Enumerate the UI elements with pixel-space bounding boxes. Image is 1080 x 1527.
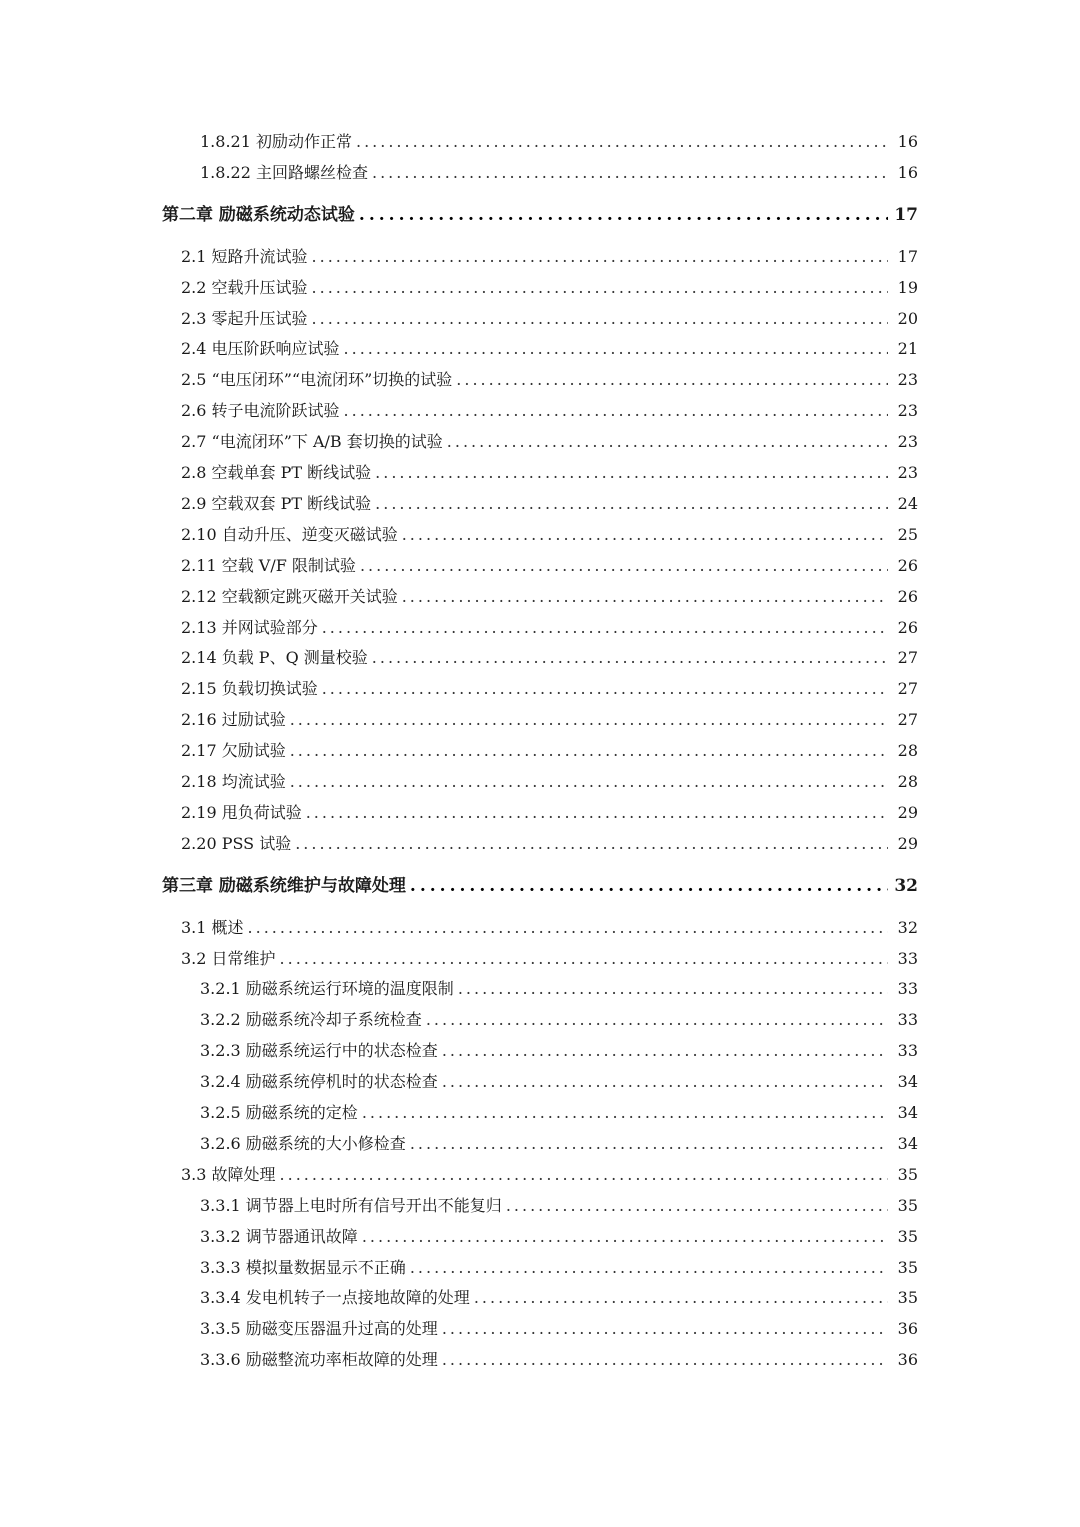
toc-page-number: 17	[897, 246, 918, 266]
toc-entry-label: 第二章 励磁系统动态试验	[162, 204, 355, 225]
toc-entry[interactable]	[181, 706, 918, 734]
toc-entry-label: 1.8.22 主回路螺丝检查	[200, 162, 368, 182]
toc-entry[interactable]	[200, 1037, 918, 1065]
toc-entry[interactable]	[181, 945, 918, 973]
toc-page-number: 33	[897, 1041, 918, 1061]
toc-leader-dots	[322, 675, 888, 703]
toc-entry-label: 3.3 故障处理	[181, 1164, 276, 1184]
toc-page-number: 26	[897, 586, 918, 606]
toc-page-number: 24	[897, 493, 918, 513]
toc-leader-dots	[442, 1346, 888, 1374]
toc-entry[interactable]	[181, 614, 918, 642]
toc-page-number: 36	[897, 1350, 918, 1370]
toc-page-number: 34	[897, 1133, 918, 1153]
toc-entry-label: 2.11 空载 V/F 限制试验	[181, 555, 356, 575]
toc-entry-label: 2.7 “电流闭环”下 A/B 套切换的试验	[181, 432, 443, 452]
toc-entry[interactable]	[181, 830, 918, 858]
toc-entry[interactable]	[200, 1130, 918, 1158]
toc-leader-dots	[344, 335, 888, 363]
toc-entry-label: 2.1 短路升流试验	[181, 246, 308, 266]
toc-leader-dots	[456, 366, 888, 394]
toc-entry[interactable]	[200, 975, 918, 1003]
toc-page-number: 21	[897, 339, 918, 359]
toc-entry-label: 3.3.1 调节器上电时所有信号开出不能复归	[200, 1195, 502, 1215]
toc-entry[interactable]	[200, 1068, 918, 1096]
toc-page-number: 16	[897, 132, 918, 151]
toc-entry[interactable]	[181, 305, 918, 333]
toc-leader-dots	[362, 1099, 888, 1127]
toc-leader-dots	[290, 737, 888, 765]
toc-leader-dots	[290, 768, 888, 796]
toc-leader-dots	[442, 1315, 888, 1343]
toc-leader-dots	[402, 521, 888, 549]
toc-leader-dots	[442, 1037, 888, 1065]
toc-entry-label: 2.13 并网试验部分	[181, 617, 318, 637]
toc-page-number: 33	[897, 979, 918, 999]
toc-entry-label: 2.6 转子电流阶跃试验	[181, 401, 340, 421]
toc-page-number: 36	[897, 1319, 918, 1339]
toc-entry[interactable]	[181, 490, 918, 518]
toc-leader-dots	[442, 1068, 888, 1096]
toc-leader-dots	[322, 614, 888, 642]
toc-page-number: 29	[897, 833, 918, 853]
toc-entry-label: 3.3.4 发电机转子一点接地故障的处理	[200, 1288, 470, 1308]
toc-leader-dots	[372, 644, 888, 672]
toc-entry[interactable]	[200, 1254, 918, 1282]
toc-page-number: 32	[897, 917, 918, 937]
toc-entry-label: 2.15 负载切换试验	[181, 679, 318, 699]
toc-entry[interactable]	[200, 1006, 918, 1034]
toc-entry-label: 3.3.6 励磁整流功率柜故障的处理	[200, 1350, 438, 1370]
toc-leader-dots	[280, 945, 888, 973]
toc-leader-dots	[248, 914, 888, 942]
toc-entry-label: 2.5 “电压闭环”“电流闭环”切换的试验	[181, 370, 453, 390]
toc-entry[interactable]	[181, 583, 918, 611]
toc-page-number: 23	[897, 432, 918, 452]
toc-page-number: 35	[897, 1226, 918, 1246]
toc-leader-dots	[402, 583, 888, 611]
toc-entry[interactable]	[181, 521, 918, 549]
toc-entry-label: 3.2.3 励磁系统运行中的状态检查	[200, 1041, 438, 1061]
toc-page-number: 26	[897, 555, 918, 575]
toc-page-number: 28	[897, 741, 918, 761]
toc-leader-dots	[280, 1161, 888, 1189]
toc-page-number: 35	[897, 1195, 918, 1215]
toc-entry-label: 3.2.5 励磁系统的定检	[200, 1103, 358, 1122]
toc-leader-dots	[359, 201, 888, 229]
toc-entry-label: 3.3.2 调节器通讯故障	[200, 1226, 358, 1246]
toc-entry[interactable]	[181, 675, 918, 703]
toc-entry-label: 2.3 零起升压试验	[181, 308, 308, 328]
toc-entry[interactable]	[181, 1161, 918, 1189]
toc-entry[interactable]	[200, 128, 918, 156]
toc-entry[interactable]	[200, 1192, 918, 1220]
toc-page-number: 33	[897, 1010, 918, 1030]
toc-entry[interactable]	[181, 459, 918, 487]
toc-leader-dots	[362, 1223, 888, 1251]
toc-entry-label: 第三章 励磁系统维护与故障处理	[162, 875, 406, 896]
toc-entry-label: 2.20 PSS 试验	[181, 833, 292, 853]
toc-entry-label: 3.1 概述	[181, 917, 244, 937]
toc-chapter-entry[interactable]	[162, 872, 918, 900]
toc-leader-dots	[312, 305, 888, 333]
toc-entry-label: 2.8 空载单套 PT 断线试验	[181, 463, 372, 482]
toc-page-number: 35	[897, 1288, 918, 1308]
toc-page-number: 17	[894, 204, 918, 225]
toc-page-number: 27	[897, 648, 918, 668]
toc-entry-label: 2.14 负载 P、Q 测量校验	[181, 648, 368, 668]
toc-entry-label: 2.18 均流试验	[181, 772, 286, 791]
toc-leader-dots	[312, 274, 888, 302]
toc-page-number: 26	[897, 617, 918, 637]
toc-entry[interactable]	[181, 243, 918, 271]
toc-entry-label: 3.2.6 励磁系统的大小修检查	[200, 1133, 406, 1153]
toc-leader-dots	[447, 428, 888, 456]
toc-entry-label: 3.2.1 励磁系统运行环境的温度限制	[200, 979, 454, 999]
toc-leader-dots	[458, 975, 888, 1003]
toc-entry[interactable]	[200, 1346, 918, 1374]
toc-leader-dots	[375, 459, 888, 487]
toc-entry[interactable]	[181, 799, 918, 827]
toc-entry[interactable]	[200, 159, 918, 187]
toc-entry[interactable]	[181, 397, 918, 425]
toc-entry[interactable]	[181, 644, 918, 672]
toc-leader-dots	[410, 1130, 888, 1158]
toc-page-number: 25	[897, 524, 918, 544]
toc-leader-dots	[344, 397, 888, 425]
toc-entry-label: 2.16 过励试验	[181, 710, 286, 730]
toc-entry-label: 2.2 空载升压试验	[181, 277, 308, 297]
toc-entry-label: 3.2 日常维护	[181, 948, 276, 968]
toc-entry-label: 2.17 欠励试验	[181, 741, 286, 761]
toc-page-number: 16	[897, 162, 918, 182]
toc-page-number: 35	[897, 1257, 918, 1277]
toc-page-number: 20	[897, 308, 918, 328]
toc-leader-dots	[295, 830, 888, 858]
toc-leader-dots	[356, 128, 888, 156]
toc-leader-dots	[474, 1284, 888, 1312]
toc-entry[interactable]	[181, 366, 918, 394]
toc-page-number: 29	[897, 802, 918, 822]
toc-entry-label: 1.8.21 初励动作正常	[200, 132, 352, 151]
toc-entry-label: 2.10 自动升压、逆变灭磁试验	[181, 524, 398, 544]
toc-page-number: 27	[897, 679, 918, 699]
toc-leader-dots	[426, 1006, 888, 1034]
toc-page-number: 19	[897, 277, 918, 297]
toc-entry[interactable]	[181, 274, 918, 302]
toc-page-number: 35	[897, 1164, 918, 1184]
toc-entry[interactable]	[200, 1284, 918, 1312]
toc-entry-label: 3.2.2 励磁系统冷却子系统检查	[200, 1010, 422, 1030]
toc-entry-label: 3.3.5 励磁变压器温升过高的处理	[200, 1319, 438, 1339]
toc-entry[interactable]	[200, 1099, 918, 1127]
toc-entry[interactable]	[181, 737, 918, 765]
toc-leader-dots	[410, 872, 888, 900]
toc-page-number: 34	[897, 1072, 918, 1092]
toc-leader-dots	[290, 706, 888, 734]
toc-entry-label: 3.2.4 励磁系统停机时的状态检查	[200, 1072, 438, 1092]
toc-entry[interactable]	[200, 1315, 918, 1343]
toc-leader-dots	[306, 799, 888, 827]
toc-page-number: 28	[897, 772, 918, 791]
toc-page-number: 27	[897, 710, 918, 730]
toc-page-number: 34	[897, 1103, 918, 1122]
toc-entry-label: 2.12 空载额定跳灭磁开关试验	[181, 586, 398, 606]
toc-page-number: 23	[897, 370, 918, 390]
toc-leader-dots	[506, 1192, 888, 1220]
toc-page-number: 33	[897, 948, 918, 968]
toc-leader-dots	[375, 490, 888, 518]
toc-entry[interactable]	[181, 768, 918, 796]
toc-page-number: 32	[894, 875, 918, 896]
toc-leader-dots	[372, 159, 888, 187]
toc-entry-label: 2.19 甩负荷试验	[181, 802, 302, 822]
toc-leader-dots	[312, 243, 888, 271]
toc-entry[interactable]	[181, 335, 918, 363]
toc-leader-dots	[360, 552, 888, 580]
toc-entry-label: 3.3.3 模拟量数据显示不正确	[200, 1257, 406, 1277]
toc-page-number: 23	[897, 463, 918, 482]
toc-entry-label: 2.9 空载双套 PT 断线试验	[181, 493, 372, 513]
toc-leader-dots	[410, 1254, 888, 1282]
toc-entry-label: 2.4 电压阶跃响应试验	[181, 339, 340, 359]
toc-entry[interactable]	[181, 914, 918, 942]
toc-page-number: 23	[897, 401, 918, 421]
toc-entry[interactable]	[200, 1223, 918, 1251]
toc-entry[interactable]	[181, 552, 918, 580]
toc-entry[interactable]	[181, 428, 918, 456]
toc-chapter-entry[interactable]	[162, 201, 918, 229]
